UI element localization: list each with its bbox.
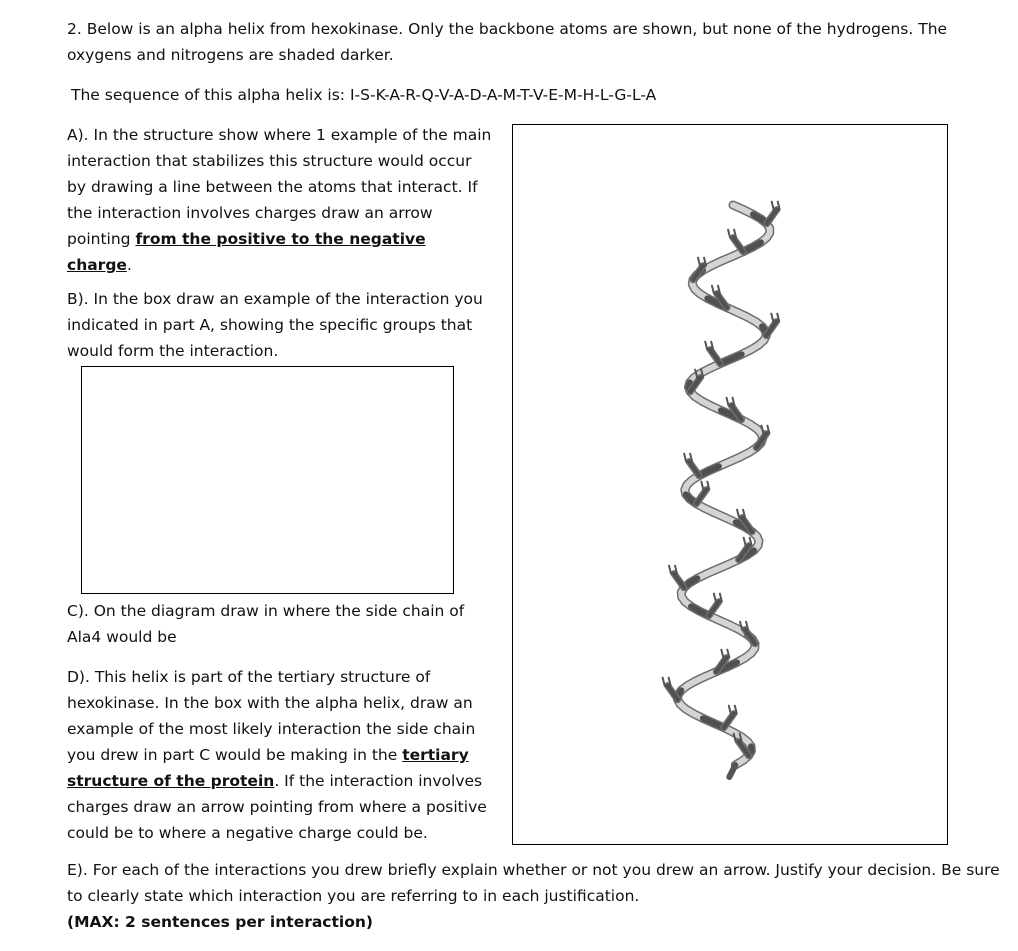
helix-bond: [727, 398, 729, 406]
part-e-limit: (MAX: 2 sentences per interaction): [67, 913, 373, 931]
alpha-helix-diagram: [513, 125, 949, 846]
helix-bond: [714, 594, 716, 602]
helix-bond: [772, 202, 774, 210]
part-a-emphasis: from the positive to the negative charge: [67, 230, 426, 274]
sequence-line: [71, 82, 656, 108]
helix-bond: [701, 482, 703, 490]
part-c-text: C). On the diagram draw in where the side chain of Ala4 would be: [67, 602, 465, 646]
part-b-text: B). In the box draw an example of the interaction you indicated in part A, showing the specific groups that would form the interaction.: [67, 290, 483, 360]
sequence-label: The sequence of this alpha helix is:: [71, 86, 346, 104]
part-a-body: A). In the structure show where 1 example of the main interaction that stabilizes this structure would occur by drawing a line between the atoms that interact. If the interaction involves charges draw an arrow pointing: [67, 126, 492, 248]
helix-bond: [669, 566, 671, 574]
part-b-answer-box[interactable]: [81, 366, 454, 594]
helix-bond: [721, 650, 723, 658]
helix-bond: [705, 342, 707, 350]
helix-bond: [712, 286, 714, 294]
sequence-value: I-S-K-A-R-Q-V-A-D-A-M-T-V-E-M-H-L-G-L-A: [349, 86, 657, 104]
part-d-emphasis: tertiary structure of the protein: [67, 746, 469, 790]
helix-bond: [663, 678, 665, 686]
part-e-block: [67, 857, 1007, 935]
question-intro: 2. Below is an alpha helix from hexokinase. Only the backbone atoms are shown, but none of the hydrogens. The oxygens and nitrogens are shaded darker.: [67, 20, 948, 64]
helix-bond: [684, 454, 686, 462]
helix-bond: [698, 258, 700, 266]
helix-bond: [737, 510, 739, 518]
helix-bond: [729, 706, 731, 714]
helix-bond: [728, 230, 730, 238]
part-d-body: D). This helix is part of the tertiary structure of hexokinase. In the box with the alpha helix, draw an example of the most likely interaction the side chain you drew in part C would be making in the: [67, 668, 476, 764]
helix-bond: [729, 765, 735, 777]
part-a-text: [67, 122, 492, 278]
helix-figure-box[interactable]: [512, 124, 948, 845]
part-e-text: E). For each of the interactions you drew briefly explain whether or not you drew an arrow. Justify your decision. Be sure to clearly state which interaction you are referring to in each justification.: [67, 861, 1000, 905]
part-a-end: .: [126, 256, 132, 274]
helix-bond: [771, 314, 773, 322]
helix-bond: [744, 538, 746, 546]
part-d-text: [67, 664, 499, 846]
part-d-end: . If the interaction involves charges draw an arrow pointing from where a positive could be to where a negative charge could be.: [67, 772, 487, 842]
